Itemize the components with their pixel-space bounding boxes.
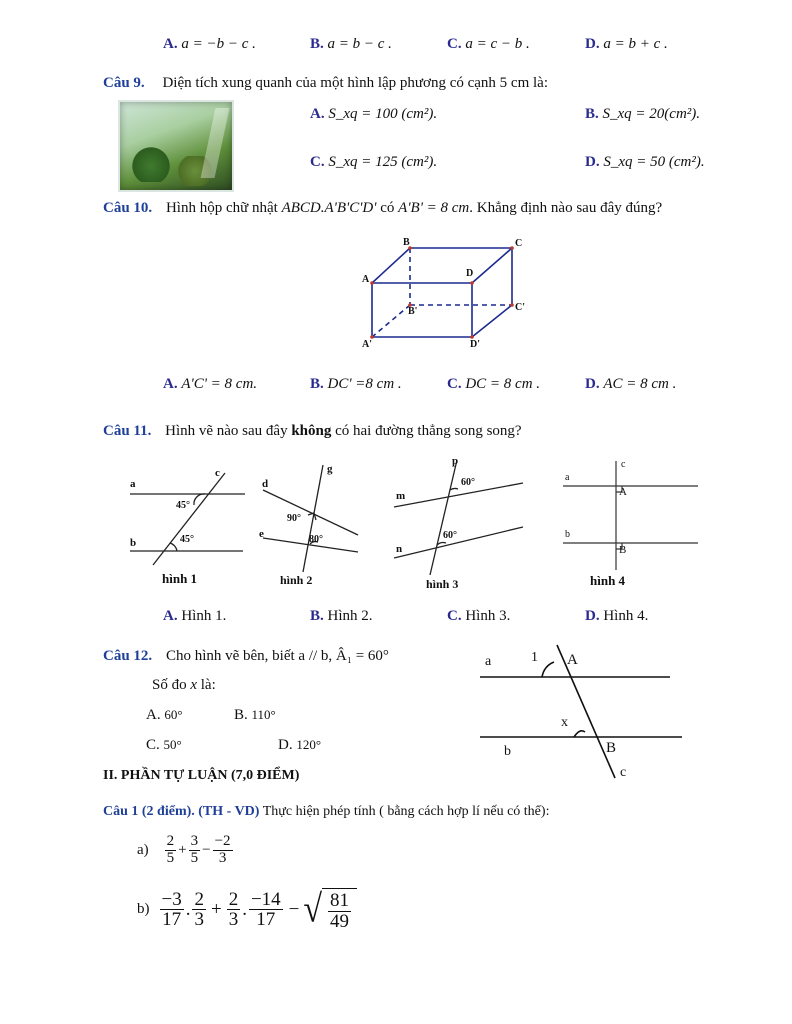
fraction: $\frac{2}{3}$: [194, 888, 204, 931]
line-label: e: [259, 528, 264, 540]
option-text: a = c − b .: [465, 36, 530, 52]
option-letter: D.: [585, 608, 600, 624]
angle-label: 45°: [180, 534, 194, 545]
option-text: 110°: [251, 707, 276, 722]
line-label: d: [262, 478, 269, 490]
section-heading: II. PHẦN TỰ LUẬN (7,0 ĐIỂM): [103, 768, 300, 783]
option-letter: A.: [146, 707, 161, 723]
operator: +: [210, 898, 222, 920]
item-label: a): [137, 841, 149, 858]
option-text: Hình 4.: [603, 608, 649, 624]
figure-hinh-2: [258, 460, 363, 575]
option-text: DC = 8 cm .: [465, 376, 541, 392]
option-text: a = b − c .: [327, 36, 392, 52]
option-text: A'C' = 8 cm.: [181, 376, 258, 392]
q12-option-d[interactable]: [278, 737, 321, 754]
question-text: Số đo: [152, 677, 187, 693]
q12-option-c[interactable]: [146, 737, 182, 754]
option-text: DC' =8 cm .: [327, 376, 402, 392]
q12-line2: [152, 677, 216, 694]
option-text: Hình 1.: [181, 608, 227, 624]
q10-option-c[interactable]: [447, 376, 540, 393]
option-letter: D.: [585, 154, 600, 170]
option-text: S_xq = 50 (cm²).: [603, 154, 705, 170]
option-letter: A.: [163, 608, 178, 624]
q12-option-a[interactable]: [146, 707, 183, 724]
q9-stem: [103, 75, 548, 92]
question-label: Câu 10.: [103, 200, 153, 216]
question-label: Câu 1 (2 điểm). (TH - VD): [103, 804, 260, 819]
q9-option-b[interactable]: [585, 106, 700, 123]
question-text: có hai đường thẳng song song?: [335, 423, 522, 439]
q9-option-a[interactable]: [310, 106, 437, 123]
figure-hinh-3: [390, 455, 530, 580]
question-label: Câu 12.: [103, 648, 153, 664]
question-label: Câu 11.: [103, 423, 152, 439]
point-label: B: [606, 740, 617, 756]
question-label: Câu 9.: [103, 75, 145, 91]
point-label: A: [619, 486, 627, 498]
option-letter: C.: [146, 737, 160, 753]
angle-label: 1: [531, 650, 538, 665]
q9-option-c[interactable]: [310, 154, 437, 171]
q10-option-a[interactable]: [163, 376, 257, 393]
line-label: a: [565, 472, 570, 483]
question-text: là:: [200, 677, 216, 693]
option-letter: B.: [310, 608, 324, 624]
option-letter: D.: [585, 376, 600, 392]
essay-q1-stem: [103, 804, 549, 820]
angle-label: 60°: [443, 530, 457, 541]
q11-option-b[interactable]: [310, 608, 373, 625]
operator: −: [288, 898, 300, 920]
question-text: . Khẳng định nào sau đây đúng?: [469, 200, 663, 216]
operator: +: [178, 841, 187, 858]
q8-option-c[interactable]: [447, 36, 530, 53]
expression-b: [137, 888, 357, 932]
line-label: n: [396, 543, 403, 555]
angle-label: 45°: [176, 500, 190, 511]
line-label: m: [396, 490, 406, 502]
point-label: A: [567, 652, 578, 668]
angle-label: 60°: [461, 477, 475, 488]
line-label: c: [620, 765, 627, 780]
math-variable: x: [190, 677, 198, 693]
question-text: Hình vẽ nào sau đây: [165, 423, 288, 439]
option-letter: C.: [447, 36, 462, 52]
option-letter: A.: [163, 376, 178, 392]
q12-stem: [103, 648, 389, 665]
vertex-label: C: [515, 238, 523, 249]
option-text: 60°: [164, 707, 183, 722]
question-text: Cho hình vẽ bên, biết a // b, Â₁ = 60°: [165, 648, 389, 664]
angle-label: 80°: [309, 534, 323, 545]
question-text-bold: không: [291, 423, 332, 439]
line-label: a: [130, 478, 136, 490]
line-label: c: [215, 467, 220, 479]
q10-stem: [103, 200, 662, 217]
option-text: a = −b − c .: [181, 36, 256, 52]
vertex-label: B: [403, 237, 410, 248]
question-text: Diện tích xung quanh của một hình lập phương có cạnh 5 cm là:: [162, 75, 548, 91]
angle-label: 90°: [287, 513, 301, 524]
point-label: B: [619, 544, 627, 556]
option-text: S_xq = 100 (cm²).: [328, 106, 438, 122]
fraction: $\frac{2}{3}$: [228, 888, 239, 931]
line-label: p: [452, 455, 459, 467]
vertex-label: A: [362, 274, 370, 285]
line-label: c: [621, 459, 626, 470]
figure-hinh-4: [560, 458, 700, 573]
q10-option-d[interactable]: [585, 376, 676, 393]
vertex-label: B': [408, 306, 418, 317]
option-letter: C.: [447, 376, 462, 392]
q11-stem: [103, 423, 522, 440]
aquarium-image: [118, 100, 234, 192]
option-text: a = b + c .: [603, 36, 668, 52]
question-text: Hình hộp chữ nhật: [165, 200, 278, 216]
q11-option-c[interactable]: [447, 608, 510, 625]
square-root: √ $\frac{81}{49}$: [303, 888, 357, 932]
option-letter: D.: [585, 36, 600, 52]
q9-option-d[interactable]: [585, 154, 705, 171]
question-text: Thực hiện phép tính ( bằng cách hợp lí nếu có thể):: [262, 804, 550, 819]
option-letter: A.: [310, 106, 325, 122]
line-label: a: [485, 654, 492, 669]
option-letter: B.: [310, 36, 324, 52]
figure-caption: hình 1: [162, 571, 198, 586]
option-text: 120°: [296, 737, 322, 752]
figure-caption: hình 3: [426, 577, 459, 591]
fraction: $\frac{-14}{17}$: [250, 888, 281, 931]
line-label: b: [565, 529, 570, 540]
figure-hinh-1: [125, 465, 250, 570]
fraction: $\frac{3}{5}$: [190, 833, 199, 866]
option-letter: D.: [278, 737, 293, 753]
vertex-label: D': [470, 339, 480, 350]
q8-option-d[interactable]: [585, 36, 668, 53]
fraction: $\frac{2}{5}$: [166, 833, 175, 866]
rectangular-box-figure: [355, 235, 535, 355]
option-letter: B.: [310, 376, 324, 392]
option-text: AC = 8 cm .: [603, 376, 677, 392]
option-letter: B.: [585, 106, 599, 122]
line-label: g: [327, 463, 333, 475]
operator: .: [185, 898, 191, 920]
math-expression: A'B' = 8 cm: [398, 200, 470, 216]
figure-caption: hình 2: [280, 573, 313, 587]
q11-option-a[interactable]: [163, 608, 226, 625]
parallel-lines-figure: [470, 640, 690, 790]
option-text: S_xq = 125 (cm²).: [328, 154, 438, 170]
option-letter: C.: [310, 154, 325, 170]
q8-option-b[interactable]: [310, 36, 392, 53]
vertex-label: A': [362, 339, 372, 350]
q11-option-d[interactable]: [585, 608, 648, 625]
line-label: b: [130, 537, 137, 549]
option-text: Hình 2.: [327, 608, 373, 624]
question-text: có: [380, 200, 395, 216]
vertex-label: C': [515, 302, 525, 313]
item-label: b): [137, 901, 150, 918]
angle-label: x: [561, 715, 568, 730]
vertex-label: D: [466, 268, 474, 279]
radical-sign-icon: √: [303, 888, 323, 931]
operator: .: [242, 898, 247, 920]
line-label: b: [504, 744, 511, 759]
operator: −: [202, 841, 211, 858]
option-text: Hình 3.: [465, 608, 511, 624]
expression-a: [137, 834, 235, 867]
option-text: S_xq = 20(cm²).: [602, 106, 701, 122]
fraction: $\frac{-3}{17}$: [161, 888, 182, 931]
q8-option-a[interactable]: [163, 36, 256, 53]
math-expression: ABCD.A'B'C'D': [281, 200, 377, 216]
fraction: $\frac{-2}{3}$: [214, 833, 231, 866]
figure-caption: hình 4: [590, 573, 626, 588]
q10-option-b[interactable]: [310, 376, 402, 393]
option-letter: C.: [447, 608, 462, 624]
option-letter: B.: [234, 707, 248, 723]
q12-option-b[interactable]: [234, 707, 276, 724]
option-letter: A.: [163, 36, 178, 52]
option-text: 50°: [163, 737, 182, 752]
